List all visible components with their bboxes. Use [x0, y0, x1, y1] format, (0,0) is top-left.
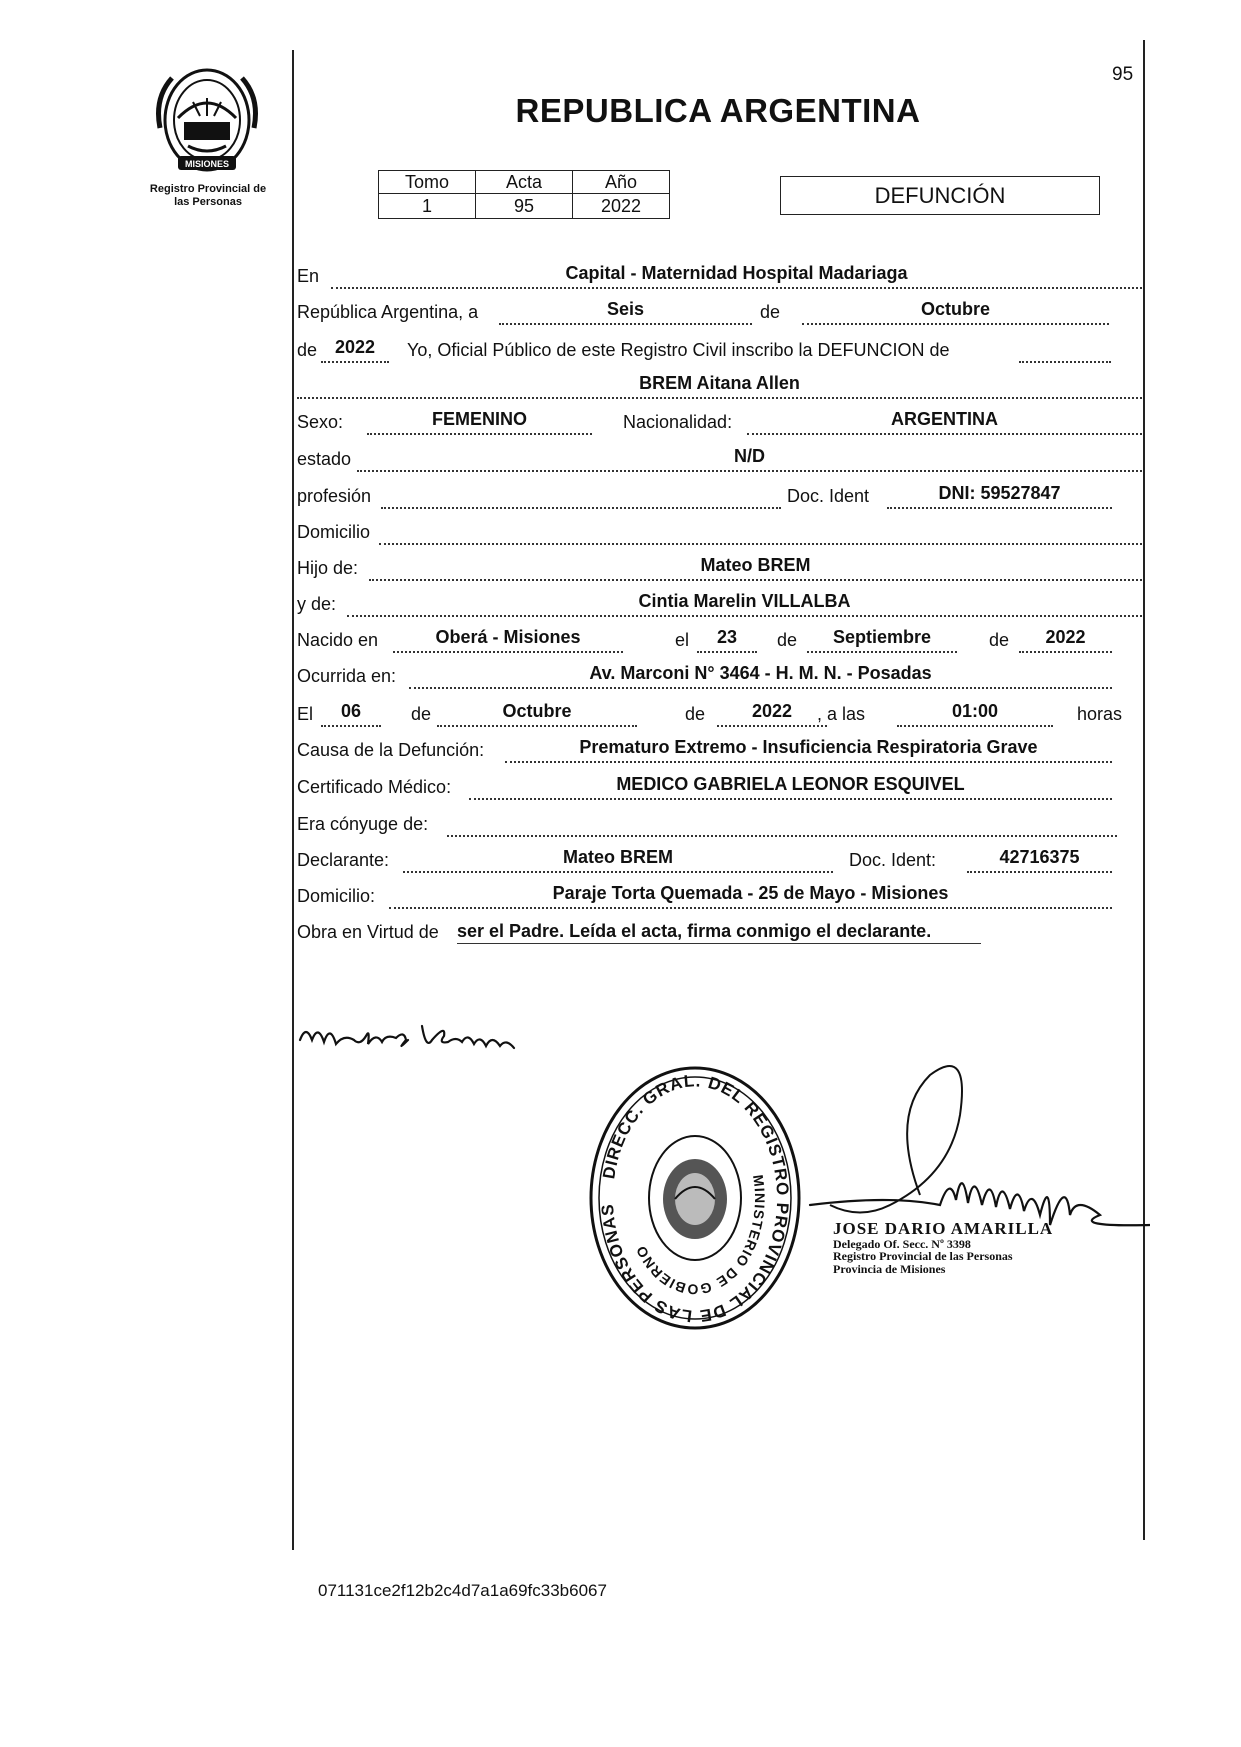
sex-label: Sexo:: [297, 412, 344, 432]
seal-outer-text: DIRECC. GRAL. DEL REGISTRO PROVINCIAL DE LAS PERSONAS: [597, 1071, 793, 1326]
birth-de2-label: de: [989, 630, 1010, 650]
death-year: 2022: [751, 701, 793, 721]
tomo-header: Tomo: [379, 171, 476, 194]
sex-row: [297, 408, 1142, 438]
certificate-label: Certificado Médico:: [297, 777, 452, 797]
place-value: Capital - Maternidad Hospital Madariaga: [565, 263, 908, 283]
cause-label: Causa de la Defunción:: [297, 740, 485, 760]
cause-value: Prematuro Extremo - Insuficiencia Respiratoria Grave: [579, 737, 1038, 757]
closing-text: ser el Padre. Leída el acta, firma conmigo el declarante.: [457, 921, 932, 941]
and-of-row: [297, 590, 1142, 620]
death-de-label: de: [411, 704, 432, 724]
and-of-label: y de:: [297, 594, 337, 614]
death-day: 06: [340, 701, 362, 721]
crest-text: MISIONES: [184, 159, 230, 169]
child-of-label: Hijo de:: [297, 558, 359, 578]
address-row: [297, 518, 1142, 548]
occurred-value: Av. Marconi N° 3464 - H. M. N. - Posadas: [589, 663, 932, 683]
registry-statement: Yo, Oficial Público de este Registro Civil inscribo la DEFUNCION de: [407, 340, 950, 360]
declarant-address-label: Domicilio:: [297, 886, 376, 906]
occurred-label: Ocurrida en:: [297, 666, 397, 686]
registry-name: Registro Provincial de las Personas: [149, 183, 267, 208]
reference-table: [378, 170, 670, 219]
declarant-name: Mateo BREM: [562, 847, 673, 867]
cause-row: [297, 736, 1142, 766]
acta-header: Acta: [476, 171, 573, 194]
declarant-signature: [296, 1010, 576, 1080]
official-name: JOSE DARIO AMARILLA: [833, 1219, 1054, 1238]
birth-de-label: de: [777, 630, 798, 650]
year-prefix: de: [297, 340, 318, 360]
death-hours-label: horas: [1077, 704, 1123, 724]
sex-value: FEMENINO: [431, 409, 527, 429]
address-label: Domicilio: [297, 522, 371, 542]
year-value: 2022: [334, 337, 376, 357]
birth-row: [297, 626, 1142, 656]
nationality-value: ARGENTINA: [891, 409, 998, 429]
closing-label: Obra en Virtud de: [297, 922, 439, 942]
birth-place: Oberá - Misiones: [435, 627, 581, 647]
place-row: [297, 262, 1142, 292]
page-title: REPUBLICA ARGENTINA: [515, 92, 921, 129]
anio-header: Año: [573, 171, 670, 194]
official-stamp: [833, 1220, 1053, 1276]
death-month: Octubre: [502, 701, 572, 721]
occurred-row: [297, 662, 1142, 692]
tomo-value: 1: [379, 194, 476, 219]
child-of-row: [297, 554, 1142, 584]
certificate-row: [297, 773, 1142, 803]
spouse-label: Era cónyuge de:: [297, 814, 429, 834]
date-label: República Argentina, a: [297, 302, 479, 322]
official-role: Delegado Of. Secc. Nº 3398: [833, 1236, 971, 1251]
spouse-row: [297, 810, 1142, 840]
declarant-address-row: [297, 882, 1142, 912]
birth-day: 23: [716, 627, 738, 647]
declarant-doc-label: Doc. Ident:: [849, 850, 937, 870]
profession-row: [297, 482, 1142, 512]
document-hash: 071131ce2f12b2c4d7a1a69fc33b6067: [318, 1581, 607, 1600]
declarant-label: Declarante:: [297, 850, 390, 870]
profession-label: profesión: [297, 486, 372, 506]
id-doc-label: Doc. Ident: [787, 486, 870, 506]
declarant-address-value: Paraje Torta Quemada - 25 de Mayo - Misiones: [552, 883, 949, 903]
death-el-label: El: [297, 704, 314, 724]
official-registry: Registro Provincial de las Personas: [833, 1249, 1013, 1264]
right-margin-line: [1143, 40, 1145, 1540]
anio-value: 2022: [573, 194, 670, 219]
place-label: En: [297, 266, 320, 286]
left-margin-line: [292, 50, 294, 1550]
date-month-value: Octubre: [920, 299, 990, 319]
death-de2-label: de: [685, 704, 706, 724]
birth-el-label: el: [675, 630, 690, 650]
date-row: [297, 298, 1142, 328]
acta-value: 95: [476, 194, 573, 219]
civil-status-label: estado: [297, 449, 352, 469]
birth-month: Septiembre: [832, 627, 932, 647]
date-of-label: de: [760, 302, 781, 322]
birth-year: 2022: [1045, 627, 1086, 647]
birth-label: Nacido en: [297, 630, 379, 650]
declarant-row: [297, 846, 1142, 876]
id-doc-value: DNI: 59527847: [938, 483, 1061, 503]
year-row: [297, 336, 1142, 366]
certificate-value: MEDICO GABRIELA LEONOR ESQUIVEL: [616, 774, 965, 794]
civil-status-value: N/D: [734, 446, 765, 466]
death-time: 01:00: [951, 701, 999, 721]
document-type-box: DEFUNCIÓN: [780, 176, 1100, 215]
mother-name: Cintia Marelin VILLALBA: [638, 591, 851, 611]
nationality-label: Nacionalidad:: [623, 412, 733, 432]
official-province: Provincia de Misiones: [833, 1262, 946, 1277]
father-name: Mateo BREM: [700, 555, 811, 575]
deceased-row: [297, 372, 1142, 402]
seal-inner-text: MINISTERIO DE GOBIERNO: [632, 1173, 769, 1298]
page-number: 95: [1112, 64, 1134, 85]
closing-row: [297, 918, 1142, 948]
death-time-label: , a las: [817, 704, 866, 724]
deceased-name: BREM Aitana Allen: [639, 373, 800, 393]
civil-status-row: [297, 445, 1142, 475]
date-day-value: Seis: [606, 299, 645, 319]
provincial-crest-logo: [148, 58, 266, 178]
declarant-doc-value: 42716375: [999, 847, 1080, 867]
death-date-row: [297, 700, 1142, 730]
